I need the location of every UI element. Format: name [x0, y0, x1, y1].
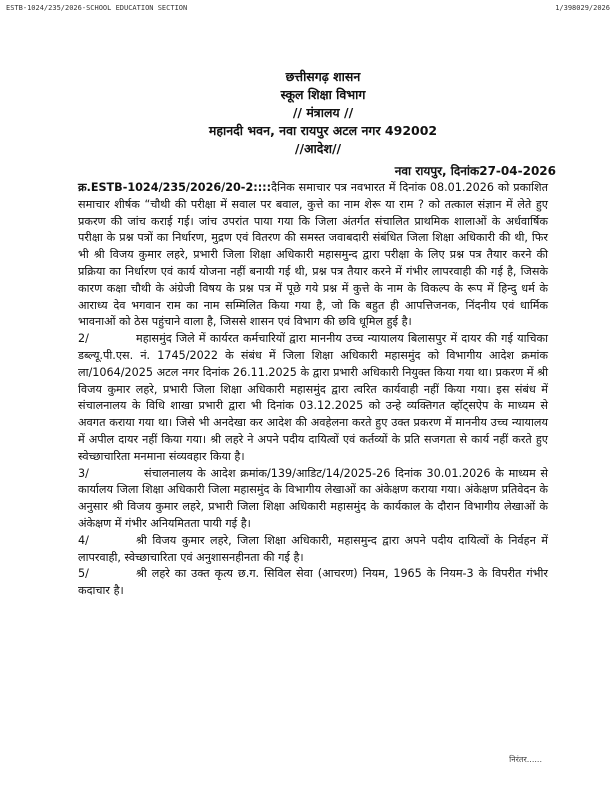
paragraph-3 — [78, 466, 548, 533]
paragraph-4-number: 4/ — [78, 533, 89, 547]
document-header-strip — [6, 4, 610, 16]
file-reference: ESTB-1024/235/2026-SCHOOL EDUCATION SECTION — [6, 4, 188, 12]
place-date-line: नवा रायपुर, दिनांक27-04-2026 — [394, 164, 556, 178]
ministry-label: // मंत्रालय // — [292, 105, 354, 120]
paragraph-2-number: 2/ — [78, 332, 89, 346]
order-body — [78, 180, 548, 600]
office-address: महानदी भवन, नवा रायपुर अटल नगर 492002 — [208, 123, 438, 138]
paragraph-3-number: 3/ — [78, 466, 89, 480]
paragraph-2 — [78, 331, 548, 465]
paragraph-5-text: श्री लहरे का उक्त कृत्य छ.ग. सिविल सेवा (आचरण) नियम, 1965 के नियम-3 के विपरीत गंभीर कदाचार है। — [78, 567, 548, 598]
letterhead — [0, 68, 616, 158]
paragraph-1-text: दैनिक समाचार पत्र नवभारत में दिनांक 08.01.2026 को प्रकाशित समाचार शीर्षक “चौथी की परीक्षा में सवाल पर बवाल, कुत्ते का नाम शेरू या राम ? को तत्काल संज्ञान में लेते हुए प्रकरण की जांच कराई गई। जांच उपरांत पाया गया कि जिला अंतर्गत संचालित प्राथमिक शालाओं के अर्धवार्षिक परीक्षा के प्रश्न पत्रों का निर्धारण, मुद्रण एवं वितरण की समस्त जवाबदारी संबंधित जिला शिक्षा अधिकारी की थी, फिर भी श्री विजय कुमार लहरे, प्रभारी जिला शिक्षा अधिकारी महासमुन्द द्वारा परीक्षा के लिए प्रश्न पत्र तैयार करने की प्रक्रिया का निर्धारण एवं कार्य योजना नहीं बनायी गई थी, प्रश्न पत्र तैयार करने में गंभीर लापरवाही की गई है, जिसके कारण कक्षा चौथी के अंग्रेजी विषय के प्रश्न पत्र में पूछे गये प्रश्न में कुत्ते के नाम के विकल्प के रूप में हिन्दु धर्म के आराध्य देव भगवान राम का नाम सम्मिलित किया गया है, जो कि बहुत ही आपत्तिजनक, निंदनीय एवं धार्मिक भावनाओं को ठेस पहुंचाने वाला है, जिससे शासन एवं विभाग की छवि धूमिल हुई है। — [78, 181, 548, 329]
order-reference-number: क्र.ESTB-1024/235/2026/20-2:::: — [78, 181, 272, 194]
paragraph-4 — [78, 533, 548, 567]
continued-marker: निरंतर...... — [509, 755, 542, 764]
government-name: छत्तीसगढ़ शासन — [285, 69, 361, 84]
paragraph-5-number: 5/ — [78, 567, 89, 581]
paragraph-1 — [78, 180, 548, 331]
paragraph-5 — [78, 566, 548, 600]
paragraph-2-text: महासमुंद जिले में कार्यरत कर्मचारियों द्वारा माननीय उच्च न्यायालय बिलासपुर में दायर की गई याचिका डब्ल्यू.पी.एस. नं. 1745/2022 के संबंध में जिला शिक्षा अधिकारी महासमुंद को विभागीय आदेश क्रमांक ला/1064/2025 अटल नगर दिनांक 26.11.2025 के द्वारा प्रभारी अधिकारी नियुक्त किया गया था। प्रकरण में श्री विजय कुमार लहरे, प्रभारी जिला शिक्षा अधिकारी महासमुंद द्वारा त्वरित कार्यवाही नहीं किया गया। इस संबंध में संचालनालय के विधि शाखा प्रभारी द्वारा भी दिनांक 03.12.2025 को उन्हे व्यक्तिगत व्हॉट्सऐप के माध्यम से अवगत कराया गया था। जिसे भी अनदेखा कर आदेश की अवहेलना करते हुए उक्त प्रकरण में माननीय उच्च न्यायालय में अपील दायर नहीं किया गया। श्री लहरे ने अपने पदीय दायित्वों एवं कर्तव्यों के प्रति सजगता से कार्य नहीं करते हुए स्वेच्छाचारिता मनमाना संव्यवहार किया है। — [78, 332, 548, 463]
paragraph-3-text: संचालनालय के आदेश क्रमांक/139/आडिट/14/2025-26 दिनांक 30.01.2026 के माध्यम से कार्यालय जिला शिक्षा अधिकारी जिला महासमुंद के विभागीय लेखाओं का अंकेक्षण कराया गया। अंकेक्षण प्रतिवेदन के अनुसार श्री विजय कुमार लहरे, प्रभारी जिला शिक्षा अधिकारी महासमुंद के कार्यकाल के दौरान विभागीय लेखाओं के अंकेक्षण में गंभीर अनियमितता पायी गई है। — [78, 466, 548, 530]
department-name: स्कूल शिक्षा विभाग — [280, 87, 366, 102]
paragraph-4-text: श्री विजय कुमार लहरे, जिला शिक्षा अधिकारी, महासमुन्द द्वारा अपने पदीय दायित्वों के निर्वहन में लापरवाही, स्वेच्छाचारिता एवं अनुशासनहीनता की गई है। — [78, 533, 548, 564]
order-title: //आदेश// — [294, 141, 342, 156]
page-reference: 1/398029/2026 — [555, 4, 610, 12]
